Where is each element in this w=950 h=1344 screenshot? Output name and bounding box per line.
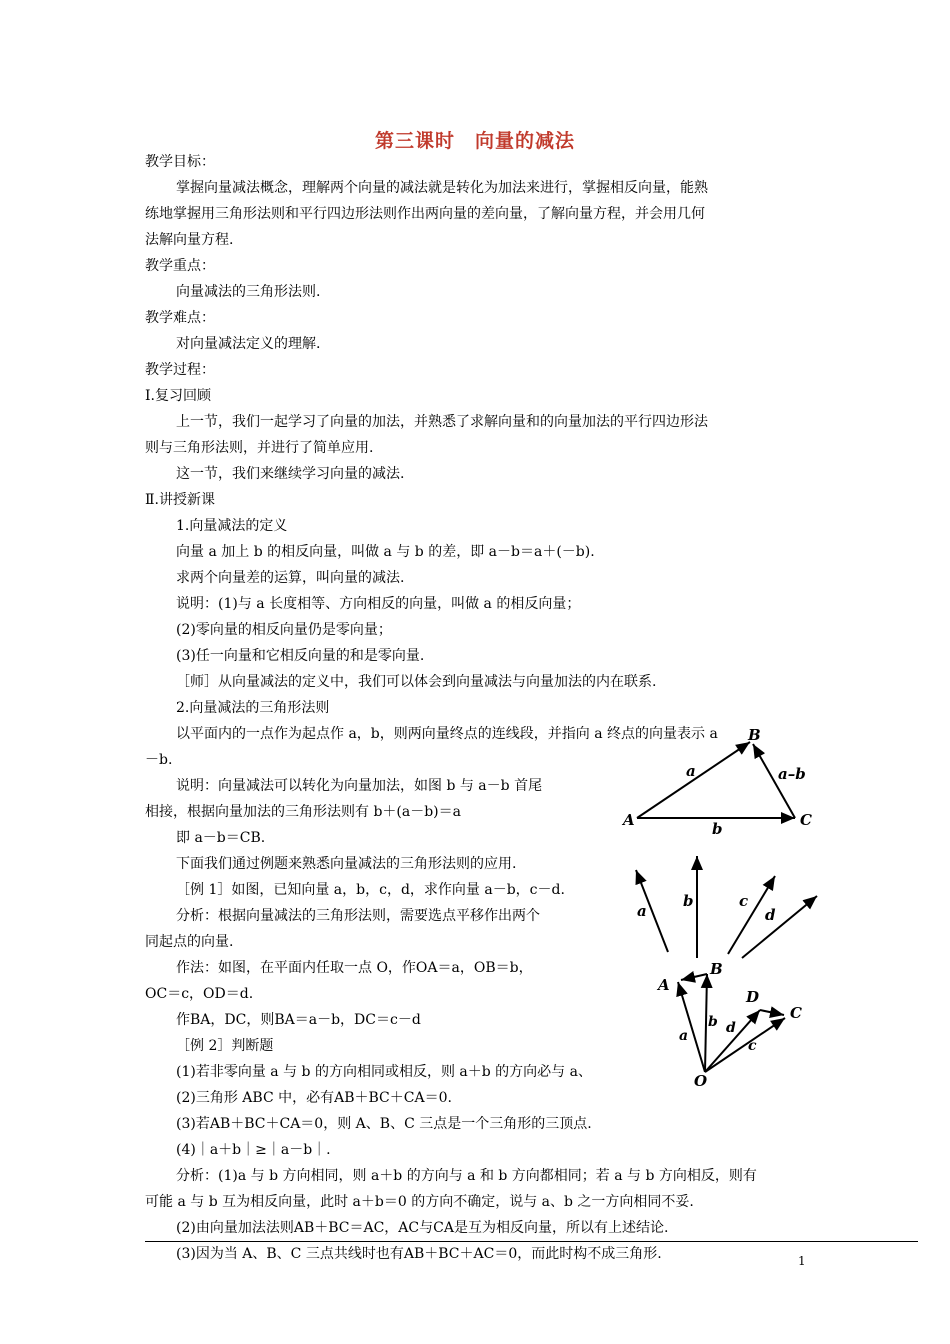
text-line: (2)零向量的相反向量仍是零向量； — [176, 622, 392, 638]
page-title: 第三课时 向量的减法 — [374, 130, 575, 152]
text-line: (2)由向量加法法则AB＋BC＝AC，AC与CA是互为相反向量，所以有上述结论. — [176, 1220, 669, 1236]
text-line: 向量减法的三角形法则. — [176, 284, 321, 300]
label-d: d — [765, 906, 776, 924]
text-line: 下面我们通过例题来熟悉向量减法的三角形法则的应用. — [176, 856, 517, 872]
text-line: ［例 2］判断题 — [176, 1038, 274, 1054]
label-a: a — [637, 902, 647, 920]
text-line: 教学过程： — [145, 362, 215, 378]
text-line: (4)｜a＋b｜≥｜a－b｜. — [176, 1142, 331, 1158]
text-line: (3)因为当 A、B、C 三点共线时也有AB＋BC＋AC＝0，而此时构不成三角形. — [176, 1246, 662, 1262]
text-line: OC＝c，OD＝d. — [145, 986, 254, 1002]
text-line: 向量 a 加上 b 的相反向量，叫做 a 与 b 的差，即 a－b＝a＋(－b). — [176, 544, 595, 560]
text-line: Ⅰ.复习回顾 — [145, 388, 211, 404]
text-line: －b. — [145, 752, 173, 768]
text-line: 法解向量方程. — [145, 232, 234, 248]
text-line: 分析：根据向量减法的三角形法则，需要选点平移作出两个 — [176, 908, 540, 924]
text-line: 分析：(1)a 与 b 方向相同，则 a＋b 的方向与 a 和 b 方向都相同；若 a 与 b 方向相反，则有 — [176, 1168, 757, 1184]
text-line: 作BA，DC，则BA＝a－b，DC＝c－d — [176, 1012, 421, 1028]
text-line: (2)三角形 ABC 中，必有AB＋BC＋CA＝0. — [176, 1090, 452, 1106]
label-b: b — [683, 892, 694, 910]
vector-a — [637, 742, 750, 818]
label-C: C — [790, 1004, 802, 1022]
page-number: 1 — [798, 1254, 806, 1268]
text-line: 2.向量减法的三角形法则 — [176, 700, 330, 716]
text-line: 说明：向量减法可以转化为向量加法，如图 b 与 a－b 首尾 — [176, 778, 543, 794]
text-line: 教学难点： — [145, 310, 215, 326]
label-B: B — [748, 726, 761, 744]
text-line: 这一节，我们来继续学习向量的减法. — [176, 466, 405, 482]
footer-rule — [145, 1241, 918, 1242]
text-line: 上一节，我们一起学习了向量的加法，并熟悉了求解向量和的向量加法的平行四边形法 — [176, 414, 708, 430]
vector-d — [742, 896, 817, 958]
label-B: B — [710, 960, 723, 978]
label-a-minus-b: a–b — [778, 765, 806, 783]
label-b: b — [708, 1014, 718, 1030]
text-line: 即 a－b＝CB. — [176, 830, 266, 846]
text-line: 相接，根据向量加法的三角形法则有 b＋(a－b)＝a — [145, 804, 461, 820]
text-line: (3)若AB＋BC＋CA＝0，则 A、B、C 三点是一个三角形的三顶点. — [176, 1116, 592, 1132]
label-c: c — [739, 892, 749, 910]
text-line: 练地掌握用三角形法则和平行四边形法则作出两向量的差向量，了解向量方程，并会用几何 — [145, 206, 705, 222]
text-line: 同起点的向量. — [145, 934, 234, 950]
vector-OB — [705, 974, 707, 1072]
text-line: ［师］从向量减法的定义中，我们可以体会到向量减法与向量加法的内在联系. — [176, 674, 657, 690]
text-line: 掌握向量减法概念，理解两个向量的减法就是转化为加法来进行，掌握相反向量，能熟 — [176, 180, 708, 196]
text-line: 1.向量减法的定义 — [176, 518, 288, 534]
text-line: 教学重点： — [145, 258, 215, 274]
label-O: O — [694, 1072, 708, 1090]
text-line: ［例 1］如图，已知向量 a，b，c，d，求作向量 a－b，c－d. — [176, 882, 565, 898]
text-line: 说明：(1)与 a 长度相等、方向相反的向量，叫做 a 的相反向量； — [176, 596, 581, 612]
text-line: 作法：如图，在平面内任取一点 O，作OA＝a，OB＝b， — [176, 960, 533, 976]
vector-BA — [681, 974, 707, 980]
label-C: C — [800, 811, 812, 829]
label-A: A — [623, 811, 635, 829]
text-line: (1)若非零向量 a 与 b 的方向相同或相反，则 a＋b 的方向必与 a、 — [176, 1064, 592, 1080]
label-D: D — [746, 988, 760, 1006]
label-d: d — [726, 1020, 736, 1036]
construction-figure — [650, 958, 810, 1094]
given-vectors-figure — [625, 850, 825, 966]
triangle-rule-figure — [620, 722, 820, 842]
text-line: 求两个向量差的运算，叫向量的减法. — [176, 570, 405, 586]
text-line: (3)任一向量和它相反向量的和是零向量. — [176, 648, 425, 664]
label-a: a — [686, 762, 696, 780]
vector-OA — [678, 982, 705, 1072]
text-line: Ⅱ.讲授新课 — [145, 492, 215, 508]
label-b: b — [712, 820, 723, 838]
text-line: 可能 a 与 b 互为相反向量，此时 a＋b＝0 的方向不确定，说与 a、b 之一方向相同不妥. — [145, 1194, 694, 1210]
text-line: 对向量减法定义的理解. — [176, 336, 321, 352]
text-line: 教学目标： — [145, 154, 215, 170]
label-c: c — [748, 1038, 757, 1054]
vector-DC — [760, 1010, 784, 1015]
text-line: 则与三角形法则，并进行了简单应用. — [145, 440, 374, 456]
label-a: a — [679, 1028, 689, 1044]
label-A: A — [658, 976, 670, 994]
text-line: 以平面内的一点作为起点作 a，b，则两向量终点的连线段，并指向 a 终点的向量表示 a — [176, 726, 718, 742]
